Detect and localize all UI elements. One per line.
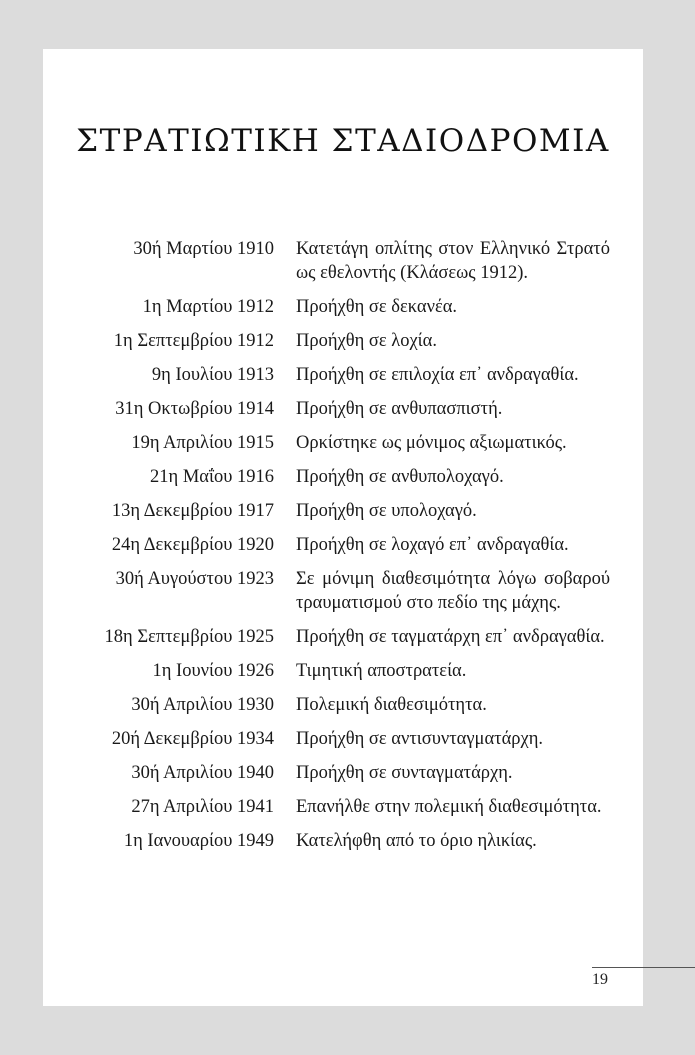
entry-date: 9η Ιουλίου 1913 [151,365,274,385]
timeline-entry [43,363,643,387]
timeline-entry [43,567,643,615]
timeline-entry [43,659,643,683]
career-timeline [43,237,643,863]
entry-text: Προήχθη σε δεκανέα. [296,297,458,317]
timeline-entry [43,533,643,557]
entry-text: Προήχθη σε υπολοχαγό. [296,501,477,521]
entry-date: 30ή Αυγούστου 1923 [115,569,274,589]
timeline-entry [43,829,643,853]
entry-date: 21η Μαΐου 1916 [150,467,274,487]
entry-text: Σε μόνιμη διαθεσιμότητα λόγω σοβαρού τραυματισμού στο πεδίο της μάχης. [296,569,610,613]
entry-date: 27η Απριλίου 1941 [131,797,274,817]
entry-text: Προήχθη σε λοχία. [296,331,437,351]
timeline-entry [43,625,643,649]
entry-text: Πολεμική διαθεσιμότητα. [296,695,487,715]
entry-date: 18η Σεπτεμβρίου 1925 [104,627,274,647]
page-title: ΣΤΡΑΤΙΩΤΙΚΗ ΣΤΑΔΙΟΔΡΟΜΙΑ [76,123,610,159]
entry-text: Τιμητική αποστρατεία. [296,661,467,681]
entry-text: Προήχθη σε ανθυπασπιστή. [296,399,503,419]
entry-date: 19η Απριλίου 1915 [131,433,274,453]
entry-text: Προήχθη σε ταγματάρχη επ᾽ ανδραγαθία. [296,627,605,647]
entry-text: Επανήλθε στην πολεμική διαθεσιμότητα. [296,797,602,817]
entry-text: Προήχθη σε επιλοχία επ᾽ ανδραγαθία. [296,365,579,385]
entry-date: 20ή Δεκεμβρίου 1934 [111,729,274,749]
timeline-entry [43,295,643,319]
entry-date: 1η Ιουνίου 1926 [152,661,274,681]
entry-text: Προήχθη σε συνταγματάρχη. [296,763,513,783]
entry-text: Κατελήφθη από το όριο ηλικίας. [296,831,537,851]
entry-text: Κατετάγη οπλίτης στον Ελληνικό Στρατό ως εθελοντής (Κλάσεως 1912). [296,239,610,283]
entry-date: 1η Ιανουαρίου 1949 [123,831,274,851]
entry-date: 1η Σεπτεμβρίου 1912 [113,331,274,351]
entry-date: 1η Μαρτίου 1912 [142,297,274,317]
entry-date: 30ή Απριλίου 1940 [131,763,274,783]
timeline-entry [43,431,643,455]
timeline-entry [43,237,643,285]
timeline-entry [43,465,643,489]
entry-date: 30ή Μαρτίου 1910 [133,239,274,259]
book-page [43,49,643,1006]
timeline-entry [43,329,643,353]
timeline-entry [43,795,643,819]
entry-text: Ορκίστηκε ως μόνιμος αξιωματικός. [296,433,567,453]
timeline-entry [43,693,643,717]
footer-rule [592,967,695,968]
entry-text: Προήχθη σε αντισυνταγματάρχη. [296,729,544,749]
timeline-entry [43,727,643,751]
timeline-entry [43,499,643,523]
entry-date: 31η Οκτωβρίου 1914 [115,399,274,419]
entry-date: 24η Δεκεμβρίου 1920 [111,535,274,555]
timeline-entry [43,761,643,785]
entry-text: Προήχθη σε λοχαγό επ᾽ ανδραγαθία. [296,535,569,555]
entry-date: 30ή Απριλίου 1930 [131,695,274,715]
entry-date: 13η Δεκεμβρίου 1917 [111,501,274,521]
timeline-entry [43,397,643,421]
entry-text: Προήχθη σε ανθυπολοχαγό. [296,467,504,487]
page-number: 19 [592,971,608,988]
